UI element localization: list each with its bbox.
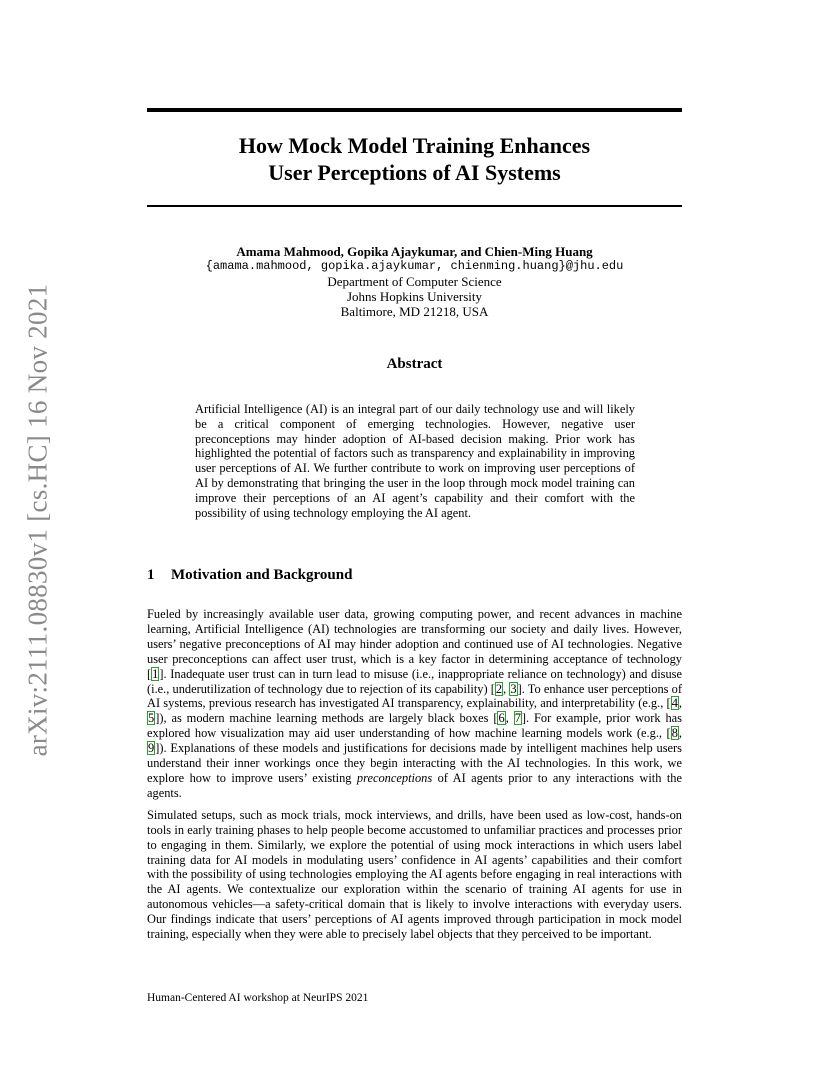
citation-link-9[interactable]: 9 [148, 741, 155, 756]
paper-title-line-2: User Perceptions of AI Systems [268, 160, 561, 185]
section-title: Motivation and Background [171, 567, 353, 583]
paper-title-line-1: How Mock Model Training Enhances [238, 133, 591, 158]
affiliation-department: Department of Computer Science [327, 274, 502, 289]
section-body [147, 607, 682, 949]
citation-link-5[interactable]: 5 [148, 711, 155, 726]
affiliation-address: Baltimore, MD 21218, USA [340, 304, 489, 319]
footer-venue: Human-Centered AI workshop at NeurIPS 2021 [147, 992, 369, 1004]
section-number: 1 [147, 567, 155, 583]
abstract-text: Artificial Intelligence (AI) is an integral part of our daily technology use and will likely be a critical component of emerging technologies. However, negative user preconceptions may hinder adoption of AI-based decision making. Prior work has highlighted the potential of factors such as transparency and explainability in improving user perceptions of AI. We further contribute to work on improving user perceptions of AI by demonstrating that bringing the user in the loop through mock model training can improve their perceptions of an AI agent’s capability and their comfort with the possibility of using technology employing the AI agent. [195, 402, 635, 520]
citation-link-7[interactable]: 7 [514, 711, 521, 726]
paragraph-2: Simulated setups, such as mock trials, mock interviews, and drills, have been used as low-cost, hands-on tools in early training phases to help people become accustomed to unfamiliar practices and processes prior to engaging in them. Similarly, we explore the potential of using mock interactions in which users label training data for AI models in modulating users’ confidence in AI agents’ capabilities and their comfort with the possibility of using technologies employing the AI agents before engaging in real interactions with the AI agents. We contextualize our exploration within the scenario of training AI agents for use in autonomous vehicles—a safety-critical domain that is likely to involve interactions with everyday users. Our findings indicate that users’ perceptions of AI agents improved through participation in mock model training, especially when they were able to precisely label objects that they perceived to be important. [147, 807, 682, 942]
citation-link-3[interactable]: 3 [510, 681, 517, 696]
citation-link-2[interactable]: 2 [495, 681, 503, 696]
paper-title [147, 132, 682, 186]
paragraph-1: Fueled by increasingly available user data, growing computing power, and recent advances in machine learning, Artificial Intelligence (AI) technologies are transforming our society and daily lives. However, users’ negative preconceptions of AI may hinder adoption and continued use of AI technologies. Negative user preconceptions can affect user trust, which is a key factor in determining acceptance of technology [1]. Inadequate user trust can in turn lead to misuse (i.e., inappropriate reliance on technology) and disuse (i.e., underutilization of technology due to rejection of its capability) [2, 3]. To enhance user perceptions of AI systems, previous research has investigated AI transparency, explainability, and interpretability (e.g., [4, 5]), as modern machine learning methods are largely black boxes [6, 7]. For example, prior work has explored how visualization may aid user understanding of how machine learning models work (e.g., [8, 9]). Explanations of these models and justifications for decisions made by intelligent machines help users understand their inner workings once they begin interacting with the AI technologies. In this work, we explore how to improve users’ existing preconceptions of AI agents prior to any interactions with the agents. [147, 607, 682, 800]
affiliation-university: Johns Hopkins University [346, 289, 483, 304]
citation-link-1[interactable]: 1 [152, 666, 159, 681]
abstract-heading: Abstract [386, 356, 443, 372]
author-names: Amama Mahmood, Gopika Ajaykumar, and Chien-Ming Huang [236, 244, 593, 259]
section-heading [147, 567, 682, 584]
emphasis-preconceptions: preconceptions [356, 770, 433, 785]
author-block [147, 244, 682, 319]
citation-link-8[interactable]: 8 [671, 726, 678, 741]
title-bottom-rule [147, 205, 682, 207]
citation-link-6[interactable]: 6 [498, 711, 505, 726]
citation-link-4[interactable]: 4 [671, 696, 678, 711]
title-top-rule [147, 108, 682, 112]
author-emails[interactable]: {amama.mahmood, gopika.ajaykumar, chienming.huang}@jhu.edu [205, 259, 624, 273]
arxiv-identifier-stamp: arXiv:2111.08830v1 [cs.HC] 16 Nov 2021 [22, 283, 53, 757]
